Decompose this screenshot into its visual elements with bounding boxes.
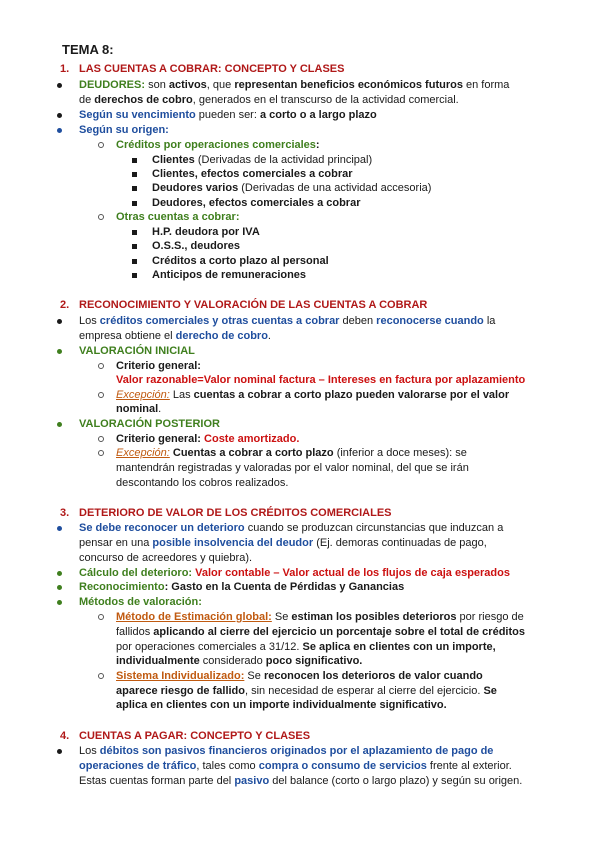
deterioro-line-1: Se debe reconocer un deterioro cuando se produzcan circunstancias que induzcan a	[79, 521, 503, 535]
sistema-individual-line-3: aplica en clientes con un importe individualmente significativo.	[116, 699, 447, 711]
sistema-individual-line-2: aparece riesgo de fallido, sin necesidad de esperar al cierre del ejercicio. Se	[116, 685, 497, 697]
criterio-general-2: Criterio general: Coste amortizado.	[116, 432, 299, 446]
square-bullet-icon	[132, 158, 137, 163]
circle-bullet-icon	[98, 214, 104, 220]
metodo-global-line-1: Método de Estimación global: Se estiman los posibles deterioros por riesgo de	[116, 610, 524, 624]
bullet-icon	[57, 113, 62, 118]
bullet-icon	[57, 749, 62, 754]
circle-bullet-icon	[98, 614, 104, 620]
circle-bullet-icon	[98, 392, 104, 398]
square-bullet-icon	[132, 230, 137, 235]
reconocimiento-gasto-line: Reconocimiento: Gasto en la Cuenta de Pérdidas y Ganancias	[79, 580, 404, 594]
square-bullet-icon	[132, 186, 137, 191]
metodo-global-line-2: fallidos aplicando al cierre del ejercicio un porcentaje sobre el total de créditos	[116, 626, 525, 638]
excepcion-1-line-2: nominal.	[116, 403, 162, 415]
list-item: O.S.S., deudores	[152, 239, 240, 253]
excepcion-2-line-2: mantendrán registradas y valoradas por el valor nominal, del que se irán	[116, 462, 469, 474]
circle-bullet-icon	[98, 436, 104, 442]
bullet-icon	[57, 83, 62, 88]
sistema-individual-line-1: Sistema Individualizado: Se reconocen los deterioros de valor cuando	[116, 669, 483, 683]
deudores-line-2: de derechos de cobro, generados en el transcurso de la actividad comercial.	[79, 94, 459, 106]
section-2-heading: 2. RECONOCIMIENTO Y VALORACIÓN DE LAS CUENTAS A COBRAR	[60, 299, 428, 311]
section-4-heading: 4. CUENTAS A PAGAR: CONCEPTO Y CLASES	[60, 730, 311, 742]
page-title: TEMA 8:	[62, 42, 114, 57]
valoracion-inicial-heading: VALORACIÓN INICIAL	[79, 344, 195, 358]
deterioro-line-2: pensar en una posible insolvencia del deudor (Ej. demoras continuadas de pago,	[79, 537, 487, 549]
bullet-icon	[57, 128, 62, 133]
debitos-line-1: Los débitos son pasivos financieros originados por el aplazamiento de pago de	[79, 744, 493, 758]
section-1-heading: 1. LAS CUENTAS A COBRAR: CONCEPTO Y CLASES	[60, 63, 345, 75]
metodos-heading: Métodos de valoración:	[79, 595, 202, 609]
excepcion-2-line-3: descontando los cobros realizados.	[116, 477, 289, 489]
origen-line: Según su origen:	[79, 123, 169, 137]
list-item: H.P. deudora por IVA	[152, 225, 260, 239]
metodo-global-line-3: por operaciones comerciales a 31/12. Se aplica en clientes con un importe,	[116, 641, 496, 653]
calculo-line: Cálculo del deterioro: Valor contable – Valor actual de los flujos de caja esperados	[79, 566, 510, 580]
list-item: Deudores, efectos comerciales a cobrar	[152, 196, 360, 210]
square-bullet-icon	[132, 244, 137, 249]
debitos-line-2: operaciones de tráfico, tales como compra o consumo de servicios frente al exterior.	[79, 760, 512, 772]
bullet-icon	[57, 349, 62, 354]
list-item: Créditos a corto plazo al personal	[152, 254, 329, 268]
circle-bullet-icon	[98, 673, 104, 679]
deudores-line-1: DEUDORES: son activos, que representan beneficios económicos futuros en forma	[79, 78, 509, 92]
list-item: Deudores varios (Derivadas de una actividad accesoria)	[152, 181, 431, 195]
debitos-line-3: Estas cuentas forman parte del pasivo del balance (corto o largo plazo) y según su origen.	[79, 775, 523, 787]
reconocimiento-line-1: Los créditos comerciales y otras cuentas a cobrar deben reconocerse cuando la	[79, 314, 495, 328]
valor-razonable-formula: Valor razonable=Valor nominal factura – Intereses en factura por aplazamiento	[116, 374, 526, 386]
bullet-icon	[57, 422, 62, 427]
square-bullet-icon	[132, 259, 137, 264]
square-bullet-icon	[132, 201, 137, 206]
bullet-icon	[57, 600, 62, 605]
circle-bullet-icon	[98, 363, 104, 369]
excepcion-1-line-1: Excepción: Las cuentas a cobrar a corto plazo pueden valorarse por el valor	[116, 388, 509, 402]
square-bullet-icon	[132, 172, 137, 177]
deterioro-line-3: concurso de acreedores y quiebra).	[79, 552, 253, 564]
bullet-icon	[57, 585, 62, 590]
creditos-heading: Créditos por operaciones comerciales:	[116, 138, 320, 152]
circle-bullet-icon	[98, 142, 104, 148]
excepcion-2-line-1: Excepción: Cuentas a cobrar a corto plazo (inferior a doce meses): se	[116, 446, 467, 460]
reconocimiento-line-2: empresa obtiene el derecho de cobro.	[79, 330, 271, 342]
square-bullet-icon	[132, 273, 137, 278]
bullet-icon	[57, 526, 62, 531]
list-item: Clientes (Derivadas de la actividad principal)	[152, 153, 372, 167]
list-item: Clientes, efectos comerciales a cobrar	[152, 167, 353, 181]
valoracion-posterior-heading: VALORACIÓN POSTERIOR	[79, 417, 220, 431]
section-3-heading: 3. DETERIORO DE VALOR DE LOS CRÉDITOS COMERCIALES	[60, 507, 392, 519]
list-item: Anticipos de remuneraciones	[152, 268, 306, 282]
otras-heading: Otras cuentas a cobrar:	[116, 210, 240, 224]
circle-bullet-icon	[98, 450, 104, 456]
bullet-icon	[57, 319, 62, 324]
vencimiento-line: Según su vencimiento pueden ser: a corto o a largo plazo	[79, 108, 377, 122]
criterio-general-label: Criterio general:	[116, 359, 201, 373]
metodo-global-line-4: individualmente considerado poco significativo.	[116, 655, 363, 667]
bullet-icon	[57, 571, 62, 576]
